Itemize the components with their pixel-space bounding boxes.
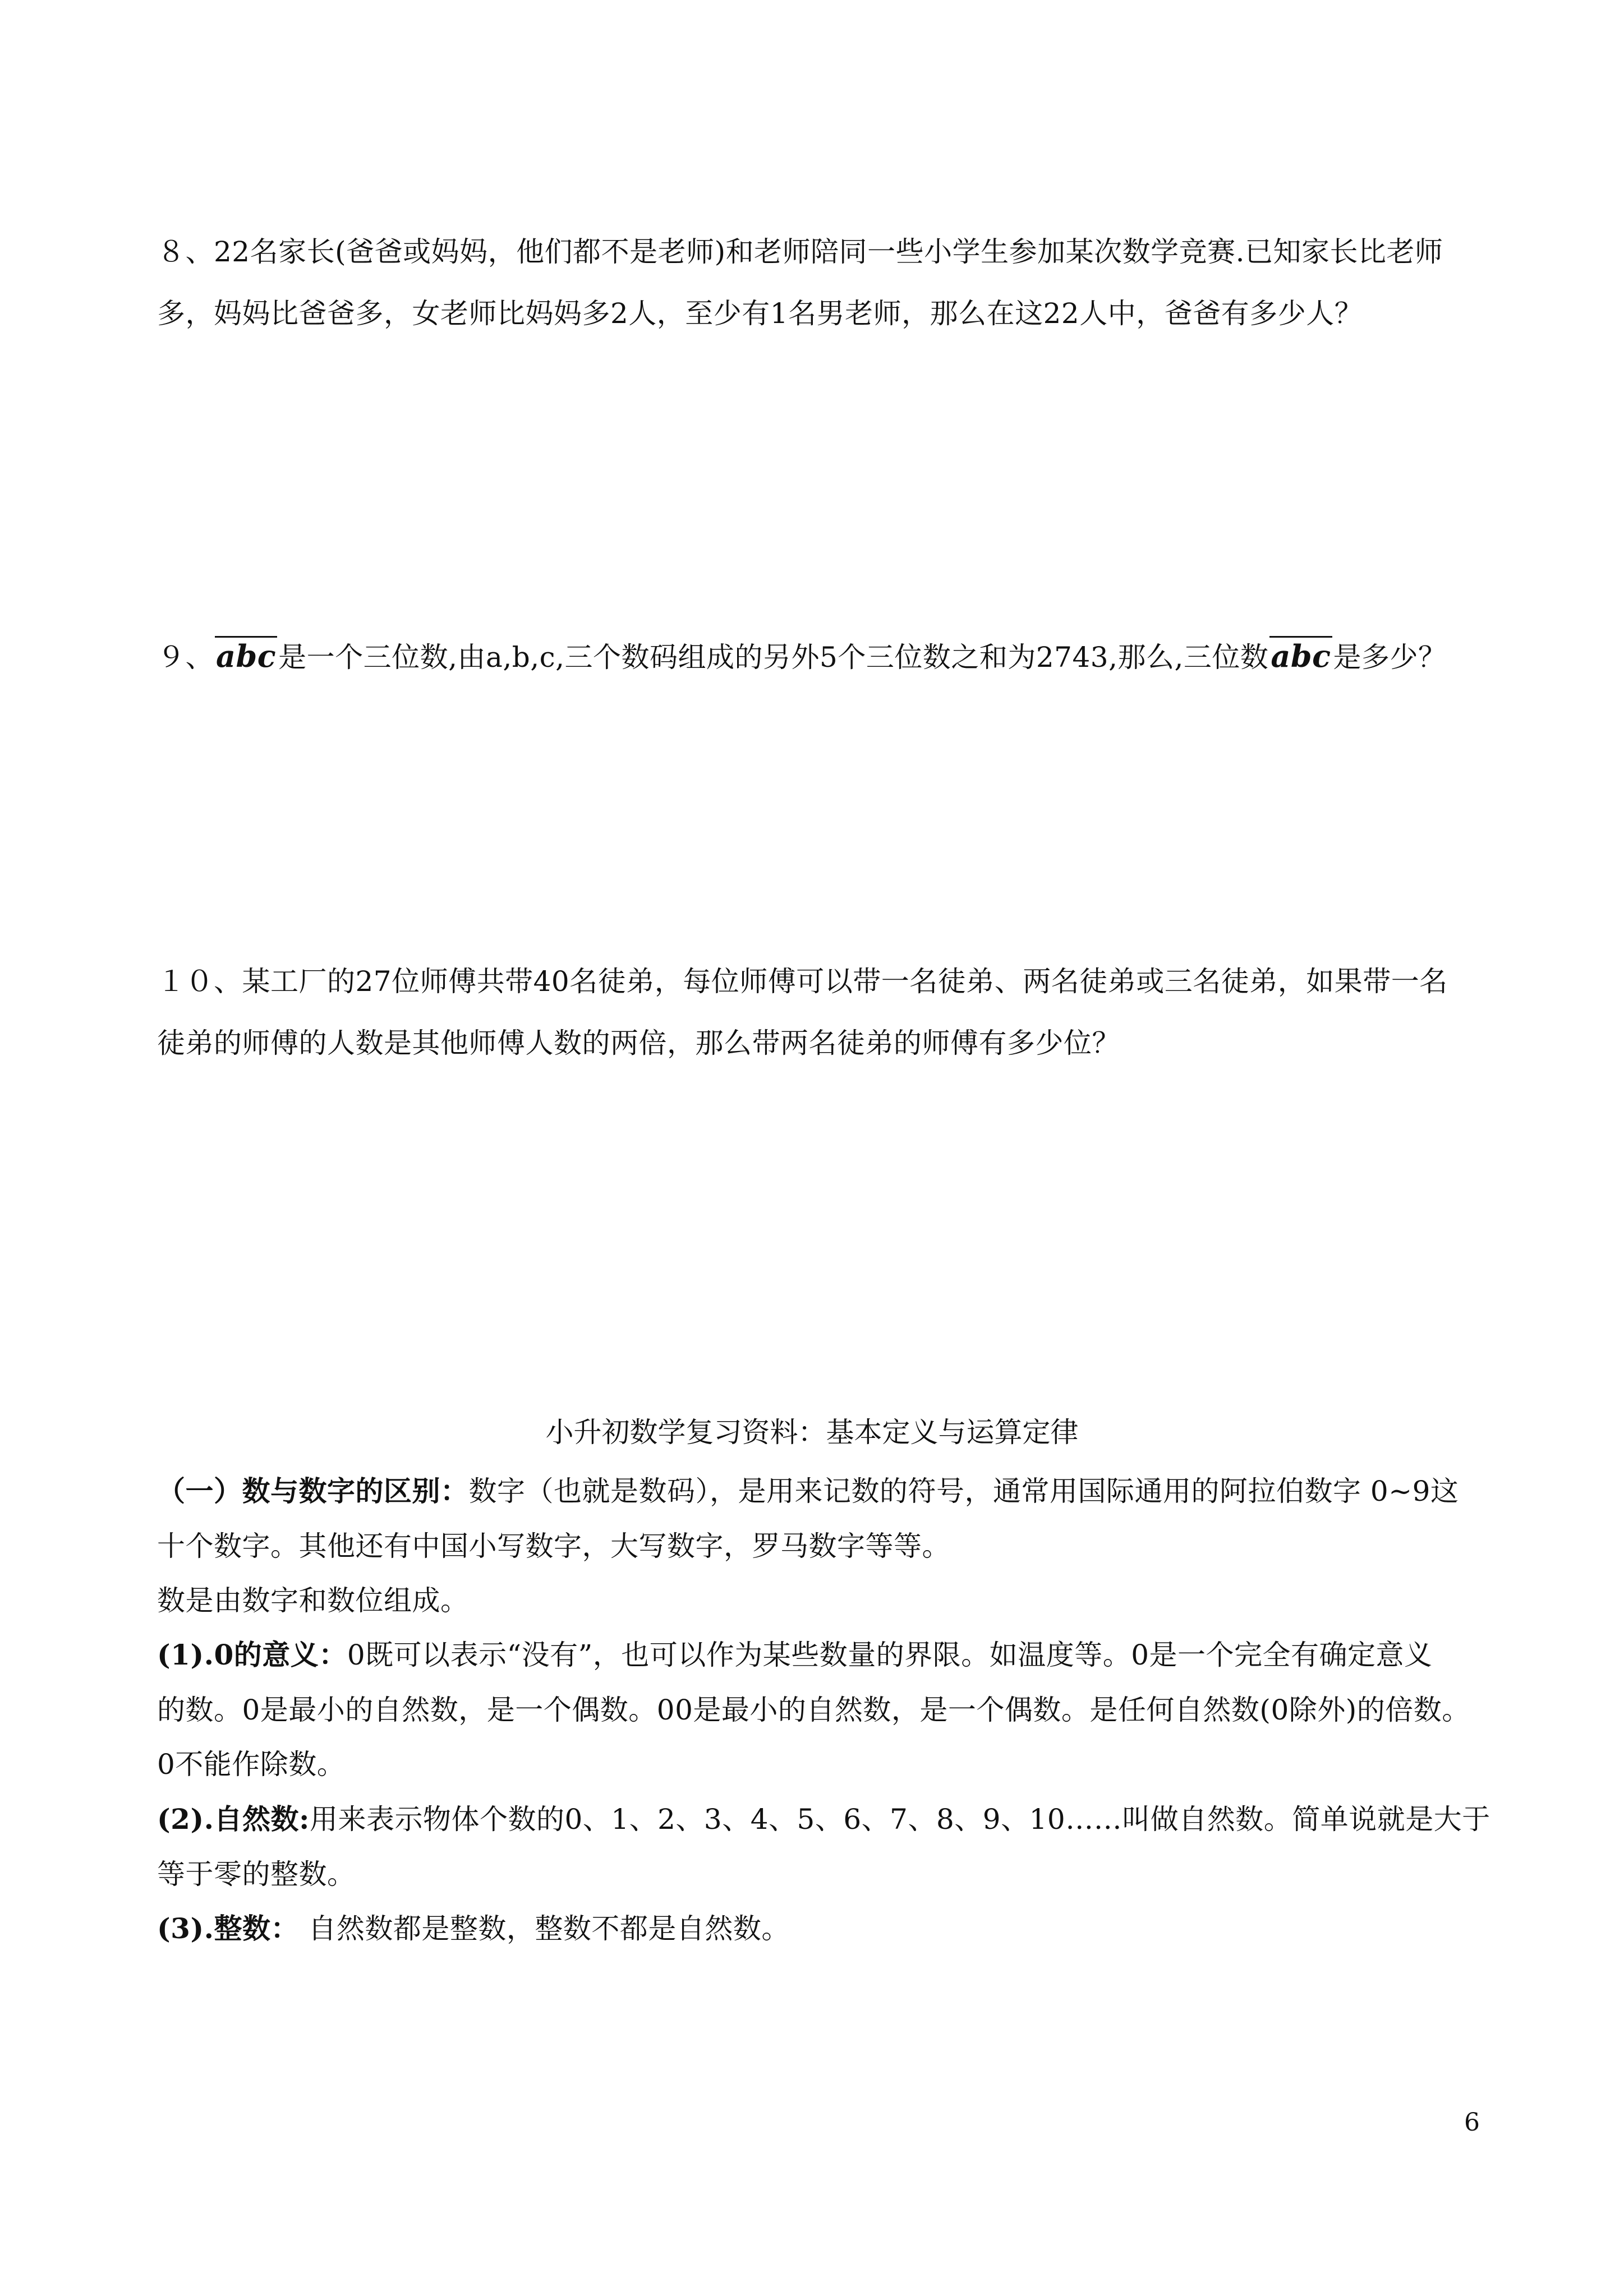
- definition-natural-numbers: [157, 1802, 1490, 1836]
- q9-line: [157, 639, 1447, 674]
- q10-line-2: 徒弟的师傅的人数是其他师傅人数的两倍，那么带两名徒弟的师傅有多少位？: [157, 1027, 1120, 1059]
- definition-text: 数字（也就是数码），是用来记数的符号，通常用国际通用的阿拉伯数字 0~9这: [468, 1475, 1459, 1507]
- definition-text: 自然数都是整数，整数不都是自然数。: [299, 1912, 790, 1945]
- q8-line-2: 多，妈妈比爸爸多，女老师比妈妈多2人，至少有1名男老师，那么在这22人中，爸爸有多少人？: [157, 297, 1363, 330]
- definition-heading: (2).自然数:: [157, 1802, 310, 1836]
- q9-text-middle: 是一个三位数,由a,b,c,三个数码组成的另外5个三位数之和为2743,那么,三位数: [278, 641, 1269, 674]
- q9-text-end: 是多少？: [1333, 641, 1447, 674]
- definition-number-vs-digit: [157, 1474, 1459, 1508]
- definition-number-composition: 数是由数字和数位组成。: [157, 1584, 469, 1617]
- definition-heading: （一）数与数字的区别：: [157, 1474, 469, 1507]
- definition-natural-numbers-line-2: 等于零的整数。: [157, 1858, 356, 1891]
- definition-zero: [157, 1638, 1433, 1672]
- overline-abc-symbol: abc: [1268, 639, 1333, 673]
- q8-line-1: ８、22名家长(爸爸或妈妈，他们都不是老师)和老师陪同一些小学生参加某次数学竞赛.已知家长比老师: [157, 236, 1443, 268]
- overline-abc-symbol: abc: [214, 639, 278, 673]
- definition-text: 0既可以表示“没有”，也可以作为某些数量的界限。如温度等。0是一个完全有确定意义: [347, 1639, 1433, 1671]
- definition-text: 用来表示物体个数的0、1、2、3、4、5、6、7、8、9、10……叫做自然数。简单说就是大于: [309, 1803, 1490, 1836]
- definition-heading: (1).0的意义：: [157, 1638, 347, 1671]
- q10-line-1: １０、某工厂的27位师傅共带40名徒弟，每位师傅可以带一名徒弟、两名徒弟或三名徒弟，如果带一名: [157, 965, 1448, 998]
- q9-number: ９、: [157, 641, 214, 674]
- definition-zero-line-2: 的数。0是最小的自然数，是一个偶数。00是最小的自然数，是一个偶数。是任何自然数(0除外)的倍数。: [157, 1694, 1470, 1726]
- definition-line-2: 十个数字。其他还有中国小写数字，大写数字，罗马数字等等。: [157, 1530, 950, 1562]
- definition-integers: [157, 1912, 790, 1945]
- page-number: 6: [1464, 2108, 1480, 2137]
- definition-heading: (3).整数：: [157, 1912, 300, 1945]
- section-title: 小升初数学复习资料：基本定义与运算定律: [545, 1416, 1079, 1449]
- definition-zero-line-3: 0不能作除数。: [157, 1748, 346, 1781]
